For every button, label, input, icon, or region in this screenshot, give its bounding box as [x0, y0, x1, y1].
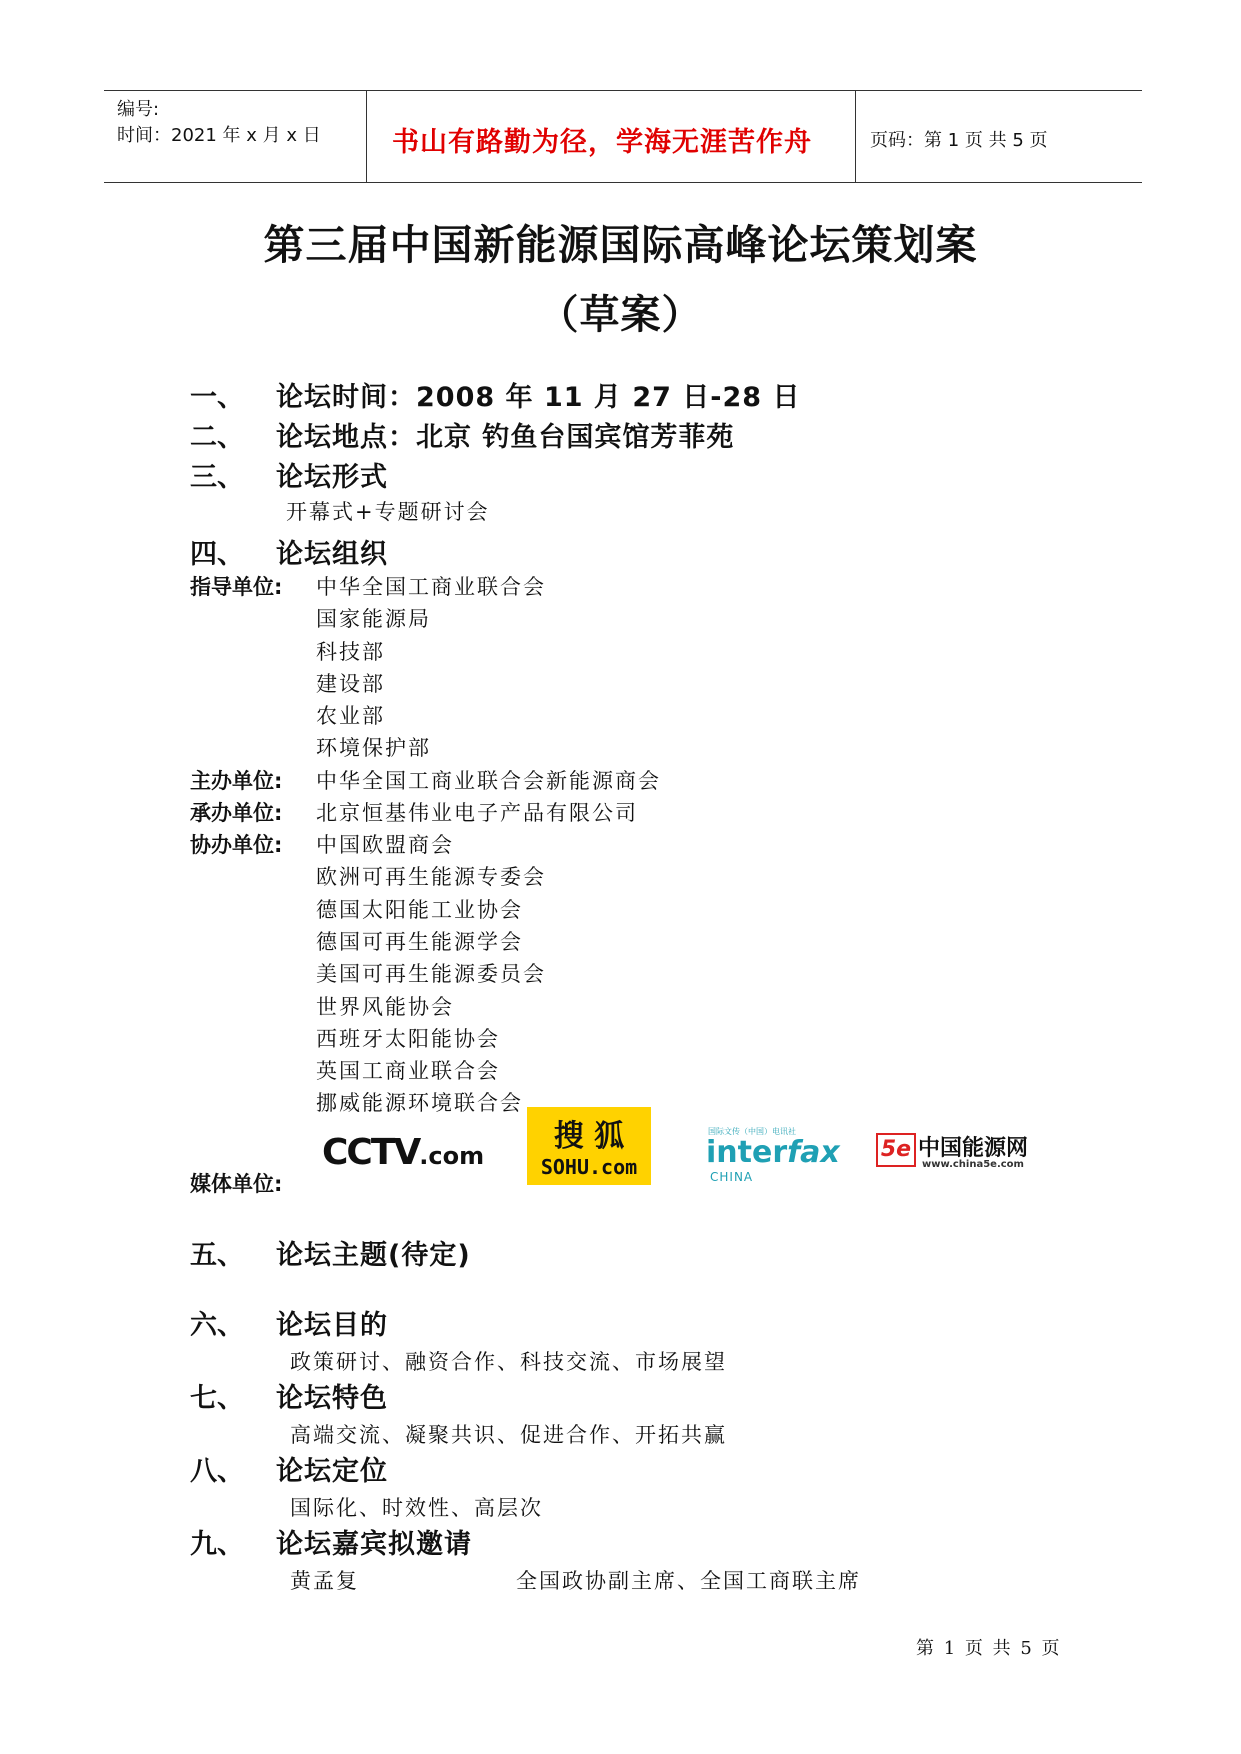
- doc-time-label: 时间：2021 年 x 月 x 日: [117, 125, 321, 146]
- interfax-logo-word: [706, 1135, 840, 1170]
- section-1-number: 一、: [190, 382, 244, 413]
- sohu-logo-url: SOHU.com: [540, 1155, 638, 1179]
- guide-unit-item: 中华全国工商业联合会: [316, 575, 546, 599]
- section-6-title: 论坛目的: [276, 1310, 388, 1341]
- cctv-logo-text: CCTV: [322, 1132, 420, 1173]
- guide-units-label: 指导单位:: [190, 575, 283, 599]
- header-top-rule: [104, 90, 1142, 91]
- section-5-number: 五、: [190, 1240, 244, 1271]
- section-7-number: 七、: [190, 1383, 244, 1414]
- section-7-body: 高端交流、凝聚共识、促进合作、开拓共赢: [290, 1423, 727, 1447]
- cctv-logo-suffix: .com: [419, 1142, 485, 1170]
- cctv-logo: [322, 1132, 485, 1178]
- organizer-unit-label: 承办单位:: [190, 801, 283, 825]
- guide-unit-item: 农业部: [316, 704, 385, 728]
- host-unit-label: 主办单位:: [190, 769, 283, 793]
- section-4-number: 四、: [190, 539, 244, 570]
- section-6-body: 政策研讨、融资合作、科技交流、市场展望: [290, 1350, 727, 1374]
- interfax-logo: [706, 1126, 844, 1184]
- section-9-title: 论坛嘉宾拟邀请: [276, 1529, 472, 1560]
- page-title: 第三届中国新能源国际高峰论坛策划案: [263, 221, 978, 269]
- guide-unit-item: 环境保护部: [316, 736, 431, 760]
- co-unit-item: 世界风能协会: [316, 995, 454, 1019]
- interfax-logo-sub: CHINA: [710, 1170, 754, 1184]
- section-1-title: 论坛时间：2008 年 11 月 27 日-28 日: [276, 382, 801, 413]
- china5e-logo-url: www.china5e.com: [922, 1159, 1024, 1170]
- co-unit-item: 英国工商业联合会: [316, 1059, 500, 1083]
- section-6-number: 六、: [190, 1310, 244, 1341]
- co-unit-item: 德国太阳能工业协会: [316, 898, 523, 922]
- section-9-number: 九、: [190, 1529, 244, 1560]
- organizer-unit: 北京恒基伟业电子产品有限公司: [316, 801, 638, 825]
- section-4-title: 论坛组织: [276, 539, 388, 570]
- host-unit: 中华全国工商业联合会新能源商会: [316, 769, 661, 793]
- section-3-body: 开幕式+专题研讨会: [286, 500, 490, 524]
- guide-unit-item: 科技部: [316, 640, 385, 664]
- header-motto: 书山有路勤为径，学海无涯苦作舟: [392, 127, 812, 158]
- section-3-title: 论坛形式: [276, 462, 388, 493]
- guide-unit-item: 建设部: [316, 672, 385, 696]
- section-8-number: 八、: [190, 1456, 244, 1487]
- co-unit-item: 欧洲可再生能源专委会: [316, 865, 546, 889]
- header-divider-left: [366, 90, 367, 183]
- section-5-title: 论坛主题(待定): [276, 1240, 471, 1271]
- china5e-logo: [876, 1127, 1046, 1177]
- interfax-logo-tagline: 国际文传（中国）电讯社: [708, 1127, 796, 1136]
- interfax-logo-word-b: fax: [787, 1135, 840, 1170]
- section-3-number: 三、: [190, 462, 244, 493]
- section-7-title: 论坛特色: [276, 1383, 388, 1414]
- section-2-number: 二、: [190, 422, 244, 453]
- china5e-logo-badge: 5e: [876, 1133, 916, 1167]
- section-8-body: 国际化、时效性、高层次: [290, 1496, 543, 1520]
- sohu-logo: [527, 1107, 651, 1185]
- sohu-logo-chinese: 搜 狐: [553, 1119, 625, 1154]
- page-subtitle: （草案）: [538, 292, 703, 338]
- section-8-title: 论坛定位: [276, 1456, 388, 1487]
- interfax-logo-word-a: inter: [706, 1135, 788, 1170]
- media-units-label: 媒体单位:: [190, 1172, 283, 1196]
- co-units-label: 协办单位:: [190, 833, 283, 857]
- co-unit-item: 挪威能源环境联合会: [316, 1091, 523, 1115]
- header-page-info: 页码：第 1 页 共 5 页: [870, 130, 1048, 151]
- doc-number-label: 编号:: [117, 99, 160, 120]
- guest-role: 全国政协副主席、全国工商联主席: [516, 1569, 861, 1593]
- guest-name: 黄孟复: [290, 1569, 359, 1593]
- co-unit-item: 中国欧盟商会: [316, 833, 454, 857]
- footer-page-number: 第 1 页 共 5 页: [916, 1638, 1062, 1659]
- co-unit-item: 西班牙太阳能协会: [316, 1027, 500, 1051]
- china5e-logo-name: 中国能源网: [918, 1136, 1029, 1161]
- guide-unit-item: 国家能源局: [316, 607, 431, 631]
- co-unit-item: 德国可再生能源学会: [316, 930, 523, 954]
- section-2-title: 论坛地点：北京 钓鱼台国宾馆芳菲苑: [276, 422, 735, 453]
- co-unit-item: 美国可再生能源委员会: [316, 962, 546, 986]
- header-bottom-rule: [104, 182, 1142, 183]
- header-divider-right: [855, 90, 856, 183]
